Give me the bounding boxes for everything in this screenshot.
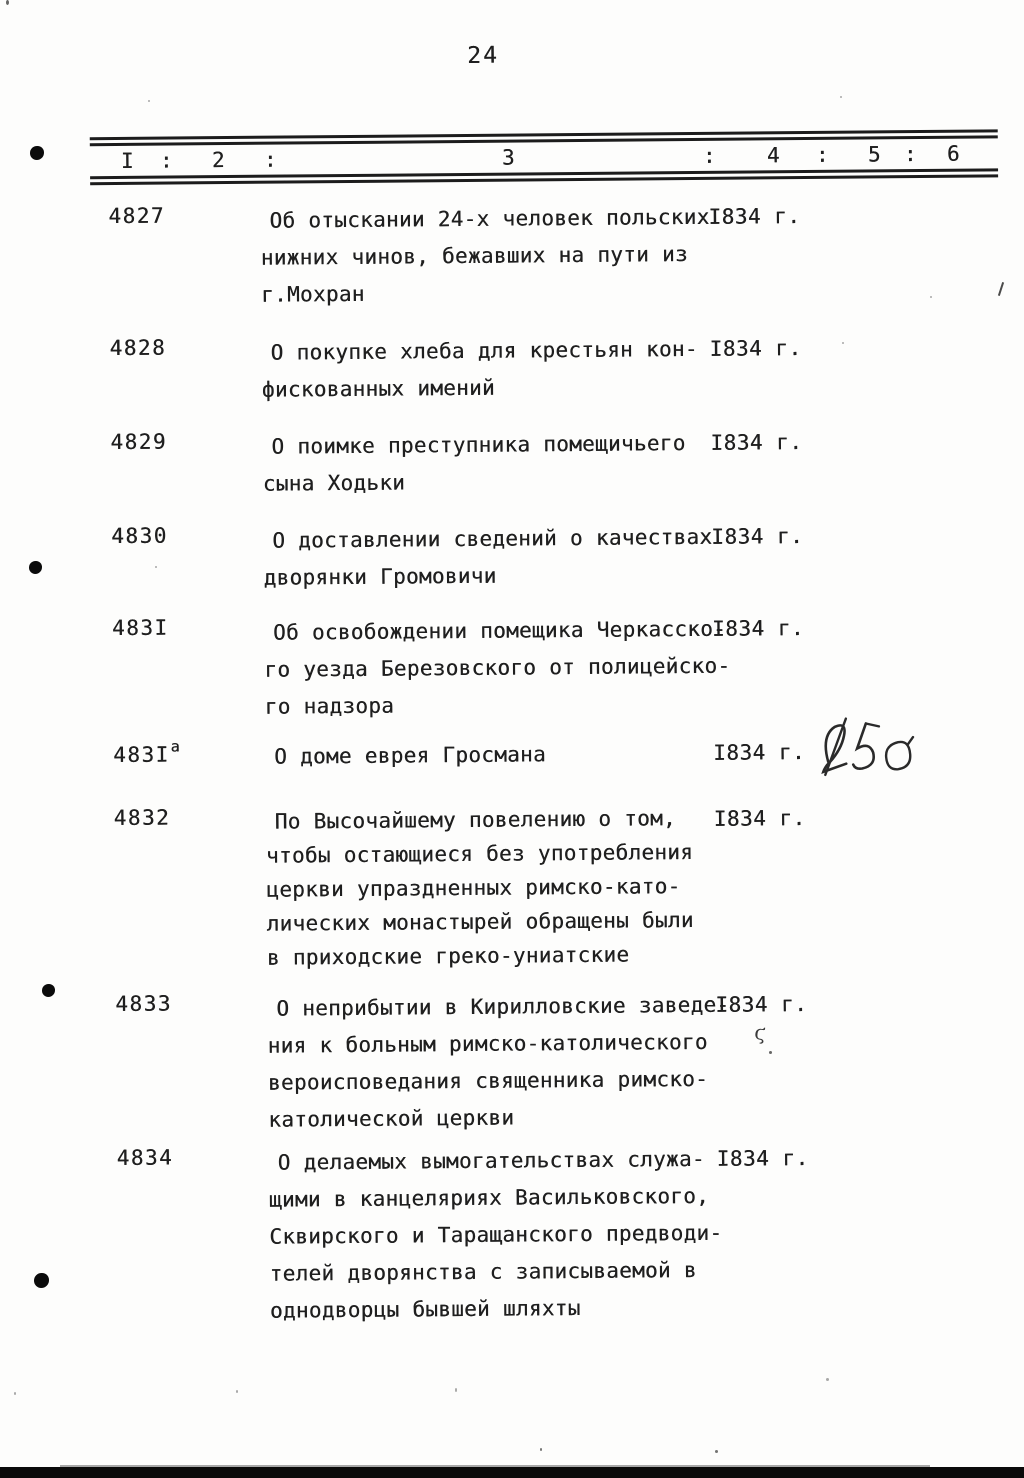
- entry-description-line: нижних чинов, бежавших на пути из: [260, 242, 689, 270]
- entry-description-line: По Высочайшему повелению о том,: [274, 806, 677, 834]
- entry-description: [263, 519, 734, 597]
- entry-description-line: чтобы остающиеся без употребления: [265, 840, 694, 868]
- column-header-2: 2: [211, 148, 225, 173]
- entry-year: I834 г.: [713, 740, 806, 765]
- entry-year: I834 г.: [708, 204, 801, 229]
- entry-number: 4828: [109, 335, 167, 361]
- column-separator: :: [702, 143, 716, 168]
- entry-number: $483I^а$: [113, 737, 182, 768]
- entry-description-line: Сквирского и Таращанского предводи-: [269, 1220, 723, 1249]
- entry-number: 4832: [113, 805, 171, 831]
- entry-description-line: дворянки Громовичи: [263, 563, 497, 590]
- entry-description-line: католической церкви: [268, 1105, 515, 1132]
- entry-description-line: вероисповедания священника римско-: [267, 1066, 709, 1095]
- entry-number-superscript: а: [170, 737, 182, 756]
- entry-description: [266, 801, 737, 975]
- register-entry: [4, 1138, 1024, 1323]
- entry-number: 4827: [108, 203, 166, 229]
- entry-description-line: го надзора: [264, 693, 395, 719]
- entry-description-line: Об освобождении помещика Черкасско-: [272, 616, 727, 645]
- table-header: [90, 129, 998, 185]
- page-number: 24: [467, 42, 499, 69]
- column-header-6: 6: [946, 141, 960, 166]
- entry-number: 4829: [110, 429, 168, 455]
- register-entry: [2, 984, 1024, 1132]
- register-entry: [1, 798, 1024, 970]
- entry-description-line: О неприбытии в Кирилловские заведе-: [276, 992, 730, 1021]
- entry-number: 483I: [111, 615, 169, 641]
- entry-year: I834 г.: [711, 616, 805, 641]
- entry-year: I834 г.: [709, 336, 802, 361]
- entry-year: I834 г.: [716, 1146, 809, 1171]
- entry-description-line: лических монастырей обращены были: [266, 908, 694, 936]
- register-entry: [0, 422, 1021, 496]
- column-header-1: I: [120, 148, 134, 173]
- column-header-3: 3: [501, 145, 515, 170]
- entry-description-line: О поимке преступника помещичьего: [271, 431, 686, 459]
- entry-description: [265, 735, 735, 776]
- entry-year: I834 г.: [710, 430, 803, 455]
- register-entry: [0, 328, 1020, 402]
- entry-description-line: О доме еврея Гросмана: [274, 742, 547, 769]
- entry-year: I834 г.: [713, 806, 806, 831]
- entry-description-line: щими в канцеляриях Васильковского,: [268, 1183, 710, 1212]
- entry-number: 4833: [115, 991, 172, 1017]
- entry-description-line: О делаемых вымогательствах служа-: [277, 1146, 705, 1175]
- register-entry: [0, 516, 1022, 590]
- entry-description-line: О покупке хлеба для крестьян кон-: [270, 336, 698, 365]
- entry-description-line: го уезда Березовского от полицейско-: [264, 653, 731, 682]
- handwritten-number: [810, 715, 923, 778]
- register-entry: [0, 196, 1019, 307]
- scan-edge-band: [0, 1467, 1024, 1478]
- entry-description: [264, 611, 735, 726]
- entry-description-line: сына Ходьки: [262, 470, 406, 496]
- entry-number: 4834: [116, 1145, 174, 1171]
- column-separator: :: [263, 147, 277, 172]
- column-header-4: 4: [766, 143, 780, 168]
- stray-pen-mark: ϛ: [753, 1019, 768, 1046]
- column-separator: :: [903, 142, 917, 167]
- entry-number: 4830: [111, 523, 168, 549]
- entry-description-line: телей дворянства с записываемой в: [269, 1257, 697, 1286]
- entry-description: [260, 199, 731, 314]
- entry-description-line: фискованных имений: [261, 375, 496, 402]
- entry-description: [262, 425, 733, 503]
- entry-year: I834 г.: [711, 524, 804, 549]
- entry-description: [267, 987, 738, 1139]
- entry-description-line: церкви упраздненных римско-като-: [266, 874, 681, 902]
- entry-description-line: ния к больным римско-католического: [267, 1029, 708, 1058]
- column-separator: :: [159, 148, 173, 173]
- entry-description-line: г.Мохран: [261, 281, 365, 307]
- entry-description-line: Об отыскании 24-х человек польских: [269, 204, 710, 233]
- entry-description-line: О доставлении сведений о качествах: [272, 524, 713, 553]
- entry-description: [269, 1141, 741, 1330]
- entry-description-line: однодворцы бывшей шляхты: [269, 1296, 581, 1323]
- entry-year: I834 г.: [715, 992, 808, 1017]
- register-entry: [0, 608, 1023, 719]
- entry-description-line: в приходские греко-униатские: [266, 942, 630, 970]
- column-separator: :: [815, 142, 829, 167]
- column-header-5: 5: [867, 142, 881, 167]
- entry-description: [261, 331, 732, 409]
